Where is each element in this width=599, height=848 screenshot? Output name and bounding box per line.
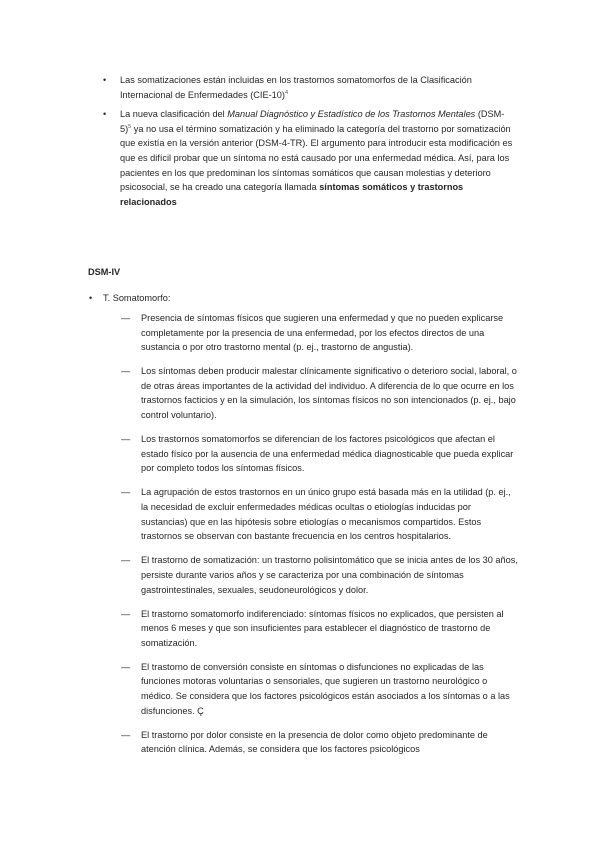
item-text: El trastorno de conversión consiste en síntomas o disfunciones no explicadas de las funciones motoras voluntarias o sensoriales, que sugieren un trastorno neurológico o médico. Se considera que los factores psicológicos están asociados a los síntomas o a las disfunciones. Ç	[141, 661, 510, 716]
top-bullet-list	[103, 73, 515, 214]
list-item	[121, 607, 519, 651]
bullet-icon: •	[89, 293, 93, 303]
item-text-abbrev: (DSM-5)	[120, 109, 505, 134]
item-text: Los síntomas deben producir malestar clínicamente significativo o deterioro social, laboral, o de otras áreas importantes de la actividad del individuo. A diferencia de lo que ocurre en los trastornos facticios y en la simulación, los síntomas físicos no son intencionados (p. ej., bajo control voluntario).	[141, 366, 517, 421]
category-name: síntomas somáticos y trastornos relacionados	[120, 182, 464, 207]
dash-icon: —	[121, 366, 131, 377]
dash-icon: —	[121, 487, 131, 498]
item-text: El trastorno somatomorfo indiferenciado: síntomas físicos no explicados, que persisten al menos 6 meses y que son insuficientes para establecer el diagnóstico de trastorno de somatización.	[141, 608, 504, 648]
dash-icon: —	[121, 313, 131, 323]
list-item	[121, 553, 519, 597]
list-item	[121, 432, 519, 476]
list-item	[121, 728, 519, 757]
item-text-body: ya no usa el término somatización y ha eliminado la categoría del trastorno por somatización que existía en la versión anterior (DSM-4-TR). El argumento para introducir esta modificación es que es difícil probar que un síntoma no está causado por una enfermedad médica. Así, para los pacientes en los que predominan los síntomas somáticos que causan molestias y deterioro psicosocial, se ha creado una categoría llamada	[120, 123, 513, 193]
dash-icon: —	[121, 608, 131, 619]
dash-icon: —	[121, 661, 131, 672]
list-item	[121, 364, 519, 422]
reference-number: 5	[128, 123, 132, 130]
dash-list	[121, 311, 519, 766]
book-title: Manual Diagnóstico y Estadístico de los Trastornos Mentales	[227, 109, 476, 120]
list-item	[121, 660, 519, 718]
item-text: Las somatizaciones están incluidas en los trastornos somatomorfos de la Clasificación Internacional de Enfermedades (CIE-10)	[120, 75, 472, 100]
list-item	[121, 485, 519, 543]
dash-icon: —	[121, 555, 131, 566]
reference-number: 4	[284, 89, 289, 96]
list-item	[103, 73, 515, 102]
item-text-prefix: La nueva clasificación del	[120, 109, 228, 120]
bullet-icon: •	[103, 109, 107, 120]
item-text: T. Somatomorfo:	[103, 293, 171, 303]
item-text: El trastorno por dolor consiste en la presencia de dolor como objeto predominante de atención clínica. Además, se considera que los factores psicológicos	[141, 729, 488, 755]
list-item	[89, 291, 171, 306]
item-text: El trastorno de somatización: un trastorno polisintomático que se inicia antes de los 30 años, persiste durante varios años y se caracteriza por una combinación de síntomas gastrointestinales, sexuales, seudoneurológicos y dolor.	[141, 555, 518, 595]
list-item	[103, 107, 515, 209]
item-text: La agrupación de estos trastornos en un único grupo está basada más en la utilidad (p. ej., la necesidad de excluir enfermedades médicas ocultas o etiologías inducidas por sustancias) que en las hipótesis sobre etiologías o mecanismos compartidos. Estos trastornos se observan con bastante frecuencia en los centros hospitalarios.	[141, 487, 511, 542]
item-text: Los trastornos somatomorfos se diferencian de los factores psicológicos que afectan el estado físico por la ausencia de una enfermedad médica diagnosticable que pueda explicar por completo todos los síntomas físicos.	[141, 434, 514, 474]
bullet-icon: •	[103, 75, 107, 85]
dash-icon: —	[121, 434, 131, 445]
list-item	[121, 311, 519, 355]
section-heading: DSM-IV	[88, 267, 121, 277]
item-text: Presencia de síntomas físicos que sugieren una enfermedad y que no pueden explicarse completamente por la presencia de una enfermedad, por los efectos directos de una sustancia o por otro trastorno mental (p. ej., trastorno de angustia).	[141, 313, 504, 353]
dash-icon: —	[121, 729, 131, 740]
